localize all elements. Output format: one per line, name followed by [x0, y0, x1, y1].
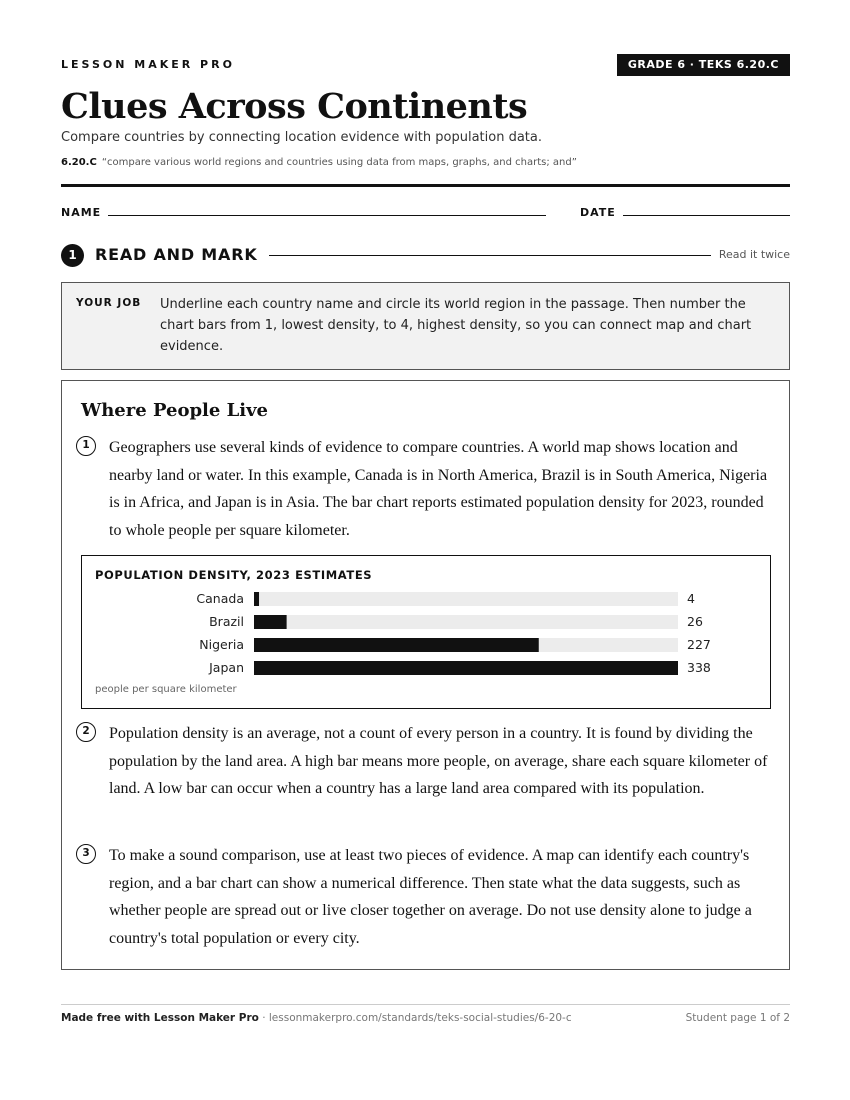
chart-title: POPULATION DENSITY, 2023 ESTIMATES — [95, 568, 373, 582]
date-label: DATE — [580, 206, 616, 219]
step-divider — [269, 255, 711, 256]
date-field[interactable] — [623, 215, 790, 216]
bar-value-japan: 338 — [687, 660, 711, 675]
bar-track-canada — [254, 592, 678, 606]
page-title: Clues Across Continents — [61, 86, 528, 127]
job-text: Underline each country name and circle its world region in the passage. Then number the chart bars from 1, lowest density, to 4, highest density, so you can connect map and chart evidence. — [160, 297, 752, 354]
footer-made-with: Made free with Lesson Maker Pro — [61, 1012, 259, 1024]
reading-passage — [61, 380, 790, 970]
paragraph-number-2: 2 — [76, 722, 96, 742]
bar-nigeria — [254, 638, 539, 652]
footer-page-number: Student page 1 of 2 — [685, 1012, 790, 1024]
step-number-badge: 1 — [61, 244, 84, 267]
paragraph-number-1: 1 — [76, 436, 96, 456]
paragraph-1: Geographers use several kinds of evidence to compare countries. A world map shows location and nearby land or water. In this example, Canada is in North America, Brazil is in South America, Nigeria is in Africa, and Japan is in Asia. The bar chart reports estimated population density for 2023, rounded to whole people per square kilometer. — [109, 439, 768, 539]
job-label: YOUR JOB — [76, 297, 142, 309]
standard-code: 6.20.C — [61, 157, 97, 168]
standard-line — [61, 157, 577, 168]
page-subtitle: Compare countries by connecting location evidence with population data. — [61, 130, 542, 145]
passage-title: Where People Live — [81, 400, 269, 421]
bar-label-japan: Japan — [209, 660, 244, 675]
bar-label-brazil: Brazil — [209, 614, 244, 629]
chart-unit-label: people per square kilometer — [95, 684, 237, 695]
brand-name: LESSON MAKER PRO — [61, 58, 235, 71]
grade-badge: GRADE 6 · TEKS 6.20.C — [617, 54, 790, 76]
bar-label-canada: Canada — [196, 591, 244, 606]
footer-divider — [61, 1004, 790, 1005]
standard-text: “compare various world regions and countries using data from maps, graphs, and charts; and” — [101, 157, 577, 168]
bar-value-brazil: 26 — [687, 614, 703, 629]
step-title: READ AND MARK — [95, 245, 258, 264]
worksheet-page — [61, 0, 790, 1100]
paragraph-3: To make a sound comparison, use at least two pieces of evidence. A map can identify each country's region, and a bar chart can show a numerical difference. Then state what the data suggests, such as whether people are spread out or live closer together on average. Do not use density alone to judge a country's total population or every city. — [109, 847, 752, 947]
bar-brazil — [254, 615, 287, 629]
step-note: Read it twice — [718, 248, 790, 261]
name-label: NAME — [61, 206, 102, 219]
population-density-chart — [81, 555, 771, 709]
footer-credit — [61, 1012, 572, 1024]
footer-url[interactable]: · lessonmakerpro.com/standards/teks-social-studies/6-20-c — [258, 1012, 572, 1024]
job-instructions-box — [61, 282, 790, 370]
bar-track-brazil — [254, 615, 678, 629]
paragraph-2: Population density is an average, not a count of every person in a country. It is found by dividing the population by the land area. A high bar means more people, on average, share each square kilometer of land. A low bar can occur when a country has a large land area compared with its population. — [109, 725, 768, 798]
header-divider — [61, 184, 790, 187]
bar-label-nigeria: Nigeria — [199, 637, 244, 652]
name-field[interactable] — [108, 215, 546, 216]
bar-canada — [254, 592, 259, 606]
paragraph-number-3: 3 — [76, 844, 96, 864]
bar-value-canada: 4 — [687, 591, 695, 606]
bar-japan — [254, 661, 678, 675]
bar-value-nigeria: 227 — [687, 637, 711, 652]
